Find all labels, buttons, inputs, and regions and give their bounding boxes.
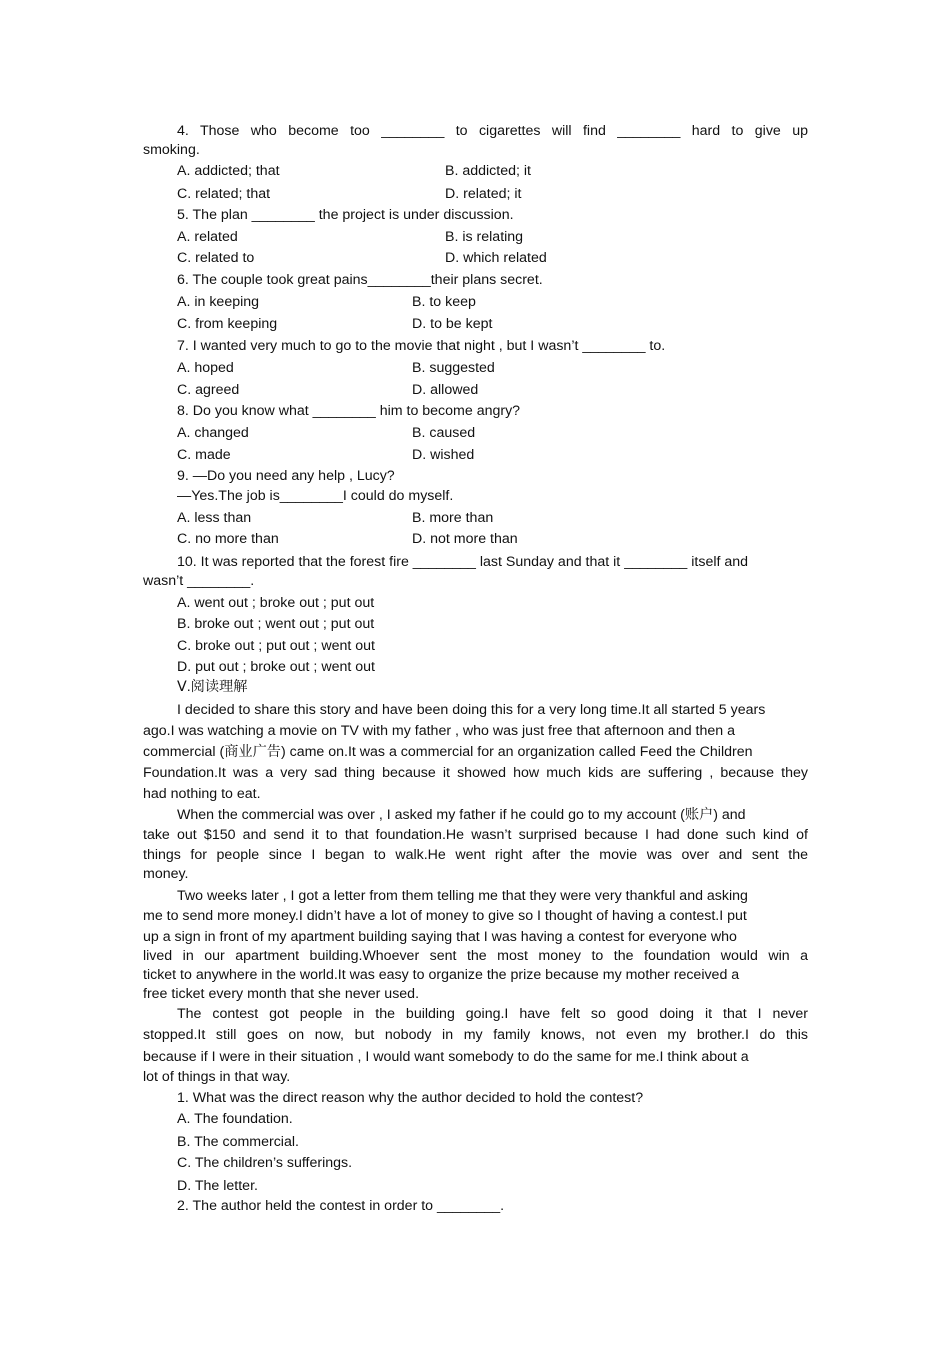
option-a: A. hoped bbox=[177, 360, 234, 376]
option-d: D. related; it bbox=[445, 186, 522, 202]
option-a: A. addicted; that bbox=[177, 163, 280, 179]
q5-stem: 5. The plan ________ the project is under discussion. bbox=[177, 207, 514, 223]
option-a: A. The foundation. bbox=[177, 1111, 293, 1127]
passage-line: take out $150 and send it to that foundation.He wasn’t surprised because I had done such kind of bbox=[143, 827, 808, 843]
option-a: A. changed bbox=[177, 425, 249, 441]
passage-line: up a sign in front of my apartment building saying that I was having a contest for everyone who bbox=[143, 929, 737, 945]
rq2-stem: 2. The author held the contest in order to ________. bbox=[177, 1198, 505, 1214]
passage-line: free ticket every month that she never used. bbox=[143, 986, 420, 1002]
passage-line: things for people since I began to walk.He went right after the movie was over and sent the bbox=[143, 847, 808, 863]
q10-stem-line1: 10. It was reported that the forest fire ________ last Sunday and that it ________ itself and bbox=[177, 554, 749, 570]
section-heading: Ⅴ.阅读理解 bbox=[177, 679, 248, 695]
q6-stem: 6. The couple took great pains________their plans secret. bbox=[177, 272, 543, 288]
passage-line: Foundation.It was a very sad thing because it showed how much kids are suffering , because they bbox=[143, 765, 808, 781]
option-d: D. allowed bbox=[412, 382, 479, 398]
option-b: B. more than bbox=[412, 510, 494, 526]
passage-line: ago.I was watching a movie on TV with my father , who was just free that afternoon and then a bbox=[143, 723, 735, 739]
passage-line: had nothing to eat. bbox=[143, 786, 261, 802]
option-c: C. broke out ; put out ; went out bbox=[177, 638, 375, 654]
option-d: D. to be kept bbox=[412, 316, 493, 332]
option-a: A. went out ; broke out ; put out bbox=[177, 595, 375, 611]
passage-line: money. bbox=[143, 866, 189, 882]
option-b: B. broke out ; went out ; put out bbox=[177, 616, 375, 632]
passage-line: because if I were in their situation , I would want somebody to do the same for me.I think about a bbox=[143, 1049, 749, 1065]
option-c: C. related; that bbox=[177, 186, 271, 202]
option-d: D. which related bbox=[445, 250, 547, 266]
option-d: D. wished bbox=[412, 447, 475, 463]
option-a: A. related bbox=[177, 229, 238, 245]
passage-line: stopped.It still goes on now, but nobody in my family knows, not even my brother.I do this bbox=[143, 1027, 808, 1043]
option-d: D. The letter. bbox=[177, 1178, 258, 1194]
option-b: B. is relating bbox=[445, 229, 524, 245]
option-c: C. made bbox=[177, 447, 231, 463]
rq1-stem: 1. What was the direct reason why the author decided to hold the contest? bbox=[177, 1090, 644, 1106]
passage-line: When the commercial was over , I asked my father if he could go to my account (账户) and bbox=[177, 807, 746, 823]
passage-line: commercial (商业广告) came on.It was a commercial for an organization called Feed the Children bbox=[143, 744, 753, 760]
option-b: B. The commercial. bbox=[177, 1134, 299, 1150]
option-c: C. no more than bbox=[177, 531, 279, 547]
option-b: B. caused bbox=[412, 425, 476, 441]
q9-stem-line1: 9. —Do you need any help , Lucy? bbox=[177, 468, 395, 484]
option-c: C. related to bbox=[177, 250, 255, 266]
q4-stem-line1: 4. Those who become too ________ to cigarettes will find ________ hard to give up bbox=[177, 123, 808, 139]
passage-line: lot of things in that way. bbox=[143, 1069, 291, 1085]
option-c: C. The children’s sufferings. bbox=[177, 1155, 353, 1171]
passage-line: The contest got people in the building going.I have felt so good doing it that I never bbox=[177, 1006, 808, 1022]
option-a: A. less than bbox=[177, 510, 252, 526]
option-b: B. suggested bbox=[412, 360, 495, 376]
option-c: C. from keeping bbox=[177, 316, 278, 332]
q10-stem-line2: wasn’t ________. bbox=[143, 573, 255, 589]
option-b: B. to keep bbox=[412, 294, 476, 310]
q4-stem-line2: smoking. bbox=[143, 142, 200, 158]
option-a: A. in keeping bbox=[177, 294, 260, 310]
option-d: D. put out ; broke out ; went out bbox=[177, 659, 375, 675]
option-b: B. addicted; it bbox=[445, 163, 531, 179]
passage-line: Two weeks later , I got a letter from them telling me that they were very thankful and asking bbox=[177, 888, 748, 904]
passage-line: ticket to anywhere in the world.It was easy to organize the prize because my mother received a bbox=[143, 967, 740, 983]
q9-stem-line2: —Yes.The job is________I could do myself. bbox=[177, 488, 454, 504]
option-d: D. not more than bbox=[412, 531, 518, 547]
q8-stem: 8. Do you know what ________ him to become angry? bbox=[177, 403, 521, 419]
passage-line: I decided to share this story and have been doing this for a very long time.It all started 5 years bbox=[177, 702, 766, 718]
q7-stem: 7. I wanted very much to go to the movie that night , but I wasn’t ________ to. bbox=[177, 338, 666, 354]
passage-line: lived in our apartment building.Whoever sent the most money to the foundation would win a bbox=[143, 948, 808, 964]
option-c: C. agreed bbox=[177, 382, 240, 398]
passage-line: me to send more money.I didn’t have a lot of money to give so I thought of having a contest.I put bbox=[143, 908, 747, 924]
